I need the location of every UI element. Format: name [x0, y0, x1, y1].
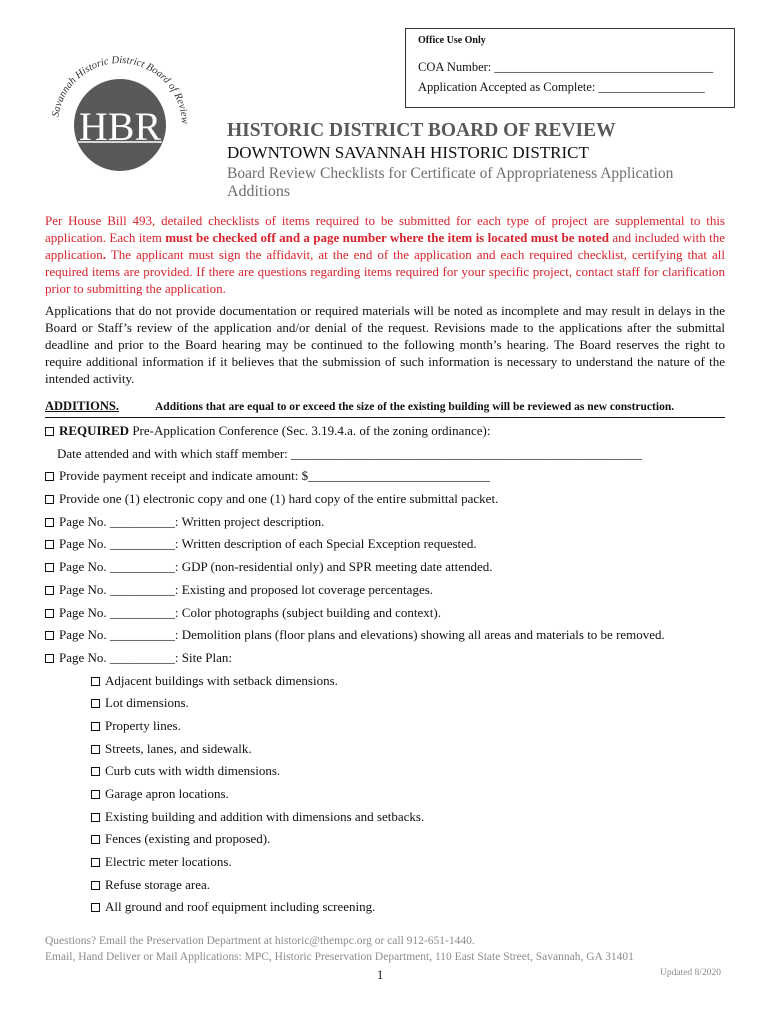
site-plan-item: All ground and roof equipment including screening. — [45, 896, 735, 919]
checkbox[interactable] — [45, 518, 54, 527]
checkbox[interactable] — [45, 427, 54, 436]
checkbox[interactable] — [45, 495, 54, 504]
checklist-item: Page No. __________: Demolition plans (floor plans and elevations) showing all areas and materials to be removed. — [45, 624, 735, 647]
footer-questions: Questions? Email the Preservation Department at historic@thempc.org or call 912-651-1440. — [45, 935, 475, 947]
hbr-seal-logo — [45, 50, 195, 200]
checkbox[interactable] — [91, 903, 100, 912]
checkbox[interactable] — [91, 835, 100, 844]
site-plan-item: Existing building and addition with dimensions and setbacks. — [45, 806, 735, 829]
checklist-item: Page No. __________: Written description of each Special Exception requested. — [45, 533, 735, 556]
checkbox[interactable] — [45, 472, 54, 481]
office-use-box — [405, 28, 735, 108]
staff-member-line[interactable]: Date attended and with which staff member: ______________________________________________________ — [57, 445, 643, 461]
incomplete-notice: Applications that do not provide documentation or required materials will be noted as incomplete and may result in delays in the Board or Staff’s review of the application and/or denial of the request. Revisions made to the applications after the submittal deadline and prior to the Board hearing may be continued to the following month’s hearing. The Board reserves the right to require additional information if it believes that the submission of such information is necessary to understand the nature of the intended activity. — [45, 303, 725, 386]
coa-number-field[interactable]: COA Number: ___________________________________ — [418, 60, 714, 74]
checkbox[interactable] — [45, 609, 54, 618]
checkbox[interactable] — [91, 767, 100, 776]
checkbox[interactable] — [45, 586, 54, 595]
office-use-title: Office Use Only — [418, 35, 486, 46]
seal-initials: HBR — [78, 104, 162, 149]
checklist-item: Page No. __________: Existing and proposed lot coverage percentages. — [45, 579, 735, 602]
additions-heading — [45, 399, 725, 418]
site-plan-item: Refuse storage area. — [45, 874, 735, 897]
additions-label: ADDITIONS. — [45, 399, 119, 413]
checkbox[interactable] — [91, 790, 100, 799]
application-accepted-field[interactable]: Application Accepted as Complete: _________________ — [418, 80, 705, 94]
site-plan-item: Property lines. — [45, 715, 735, 738]
house-bill-notice: Per House Bill 493, detailed checklists of items required to be submitted for each type of project are supplemental to this application. Each item must be checked off and a page number where the item is located must be noted and included with the application. The applicant must sign the affidavit, at the end of the application and each required checklist, certifying that all required items are provided. If there are questions regarding items required for your specific project, contact staff for clarification prior to submitting the application. — [45, 213, 725, 296]
checklist-item-required: REQUIRED Pre-Application Conference (Sec. 3.19.4.a. of the zoning ordinance): — [45, 420, 735, 443]
district-subtitle: DOWNTOWN SAVANNAH HISTORIC DISTRICT — [227, 143, 589, 162]
site-plan-item: Lot dimensions. — [45, 692, 735, 715]
checklist-item-site-plan: Page No. __________: Site Plan: — [45, 647, 735, 670]
checkbox[interactable] — [91, 699, 100, 708]
checklist-item: Provide payment receipt and indicate amount: $____________________________ — [45, 465, 735, 488]
checkbox[interactable] — [91, 813, 100, 822]
checklist-title: Board Review Checklists for Certificate of Appropriateness Application — [227, 165, 674, 182]
checklist-item: Page No. __________: Written project description. — [45, 511, 735, 534]
checkbox[interactable] — [91, 881, 100, 890]
checkbox[interactable] — [91, 745, 100, 754]
page-number: 1 — [377, 968, 384, 982]
checklist-item: Provide one (1) electronic copy and one (1) hard copy of the entire submittal packet. — [45, 488, 735, 511]
updated-date: Updated 8/2020 — [660, 968, 721, 978]
page-title: HISTORIC DISTRICT BOARD OF REVIEW — [227, 120, 616, 141]
checkbox[interactable] — [91, 858, 100, 867]
checkbox[interactable] — [45, 563, 54, 572]
site-plan-item: Adjacent buildings with setback dimensions. — [45, 670, 735, 693]
site-plan-item: Curb cuts with width dimensions. — [45, 760, 735, 783]
seal-ring-text: Savannah Historic District Board of Review — [50, 54, 191, 125]
checklist — [45, 420, 735, 919]
checkbox[interactable] — [45, 654, 54, 663]
checkbox[interactable] — [91, 677, 100, 686]
site-plan-item: Streets, lanes, and sidewalk. — [45, 738, 735, 761]
checkbox[interactable] — [45, 631, 54, 640]
checklist-item: Page No. __________: GDP (non-residential only) and SPR meeting date attended. — [45, 556, 735, 579]
section-title: Additions — [227, 183, 291, 200]
site-plan-item: Fences (existing and proposed). — [45, 828, 735, 851]
site-plan-item: Garage apron locations. — [45, 783, 735, 806]
page-header — [227, 120, 737, 201]
checkbox[interactable] — [91, 722, 100, 731]
checkbox[interactable] — [45, 540, 54, 549]
site-plan-item: Electric meter locations. — [45, 851, 735, 874]
footer — [45, 933, 725, 965]
additions-description: Additions that are equal to or exceed the size of the existing building will be reviewed as new construction. — [155, 401, 675, 413]
checklist-item: Page No. __________: Color photographs (subject building and context). — [45, 602, 735, 625]
footer-submit-info: Email, Hand Deliver or Mail Applications: MPC, Historic Preservation Department, 110 East State Street, Savannah, GA 31401 — [45, 951, 634, 963]
